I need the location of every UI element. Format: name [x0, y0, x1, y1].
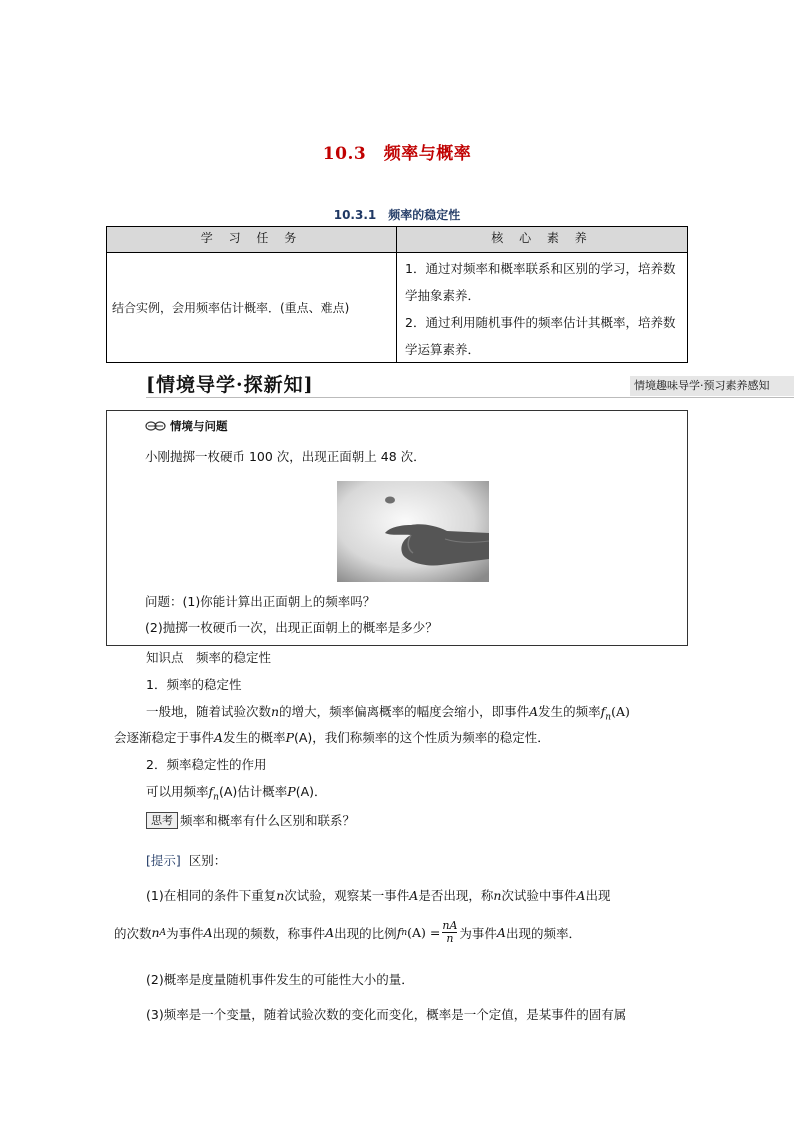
core-literacy-cell: [397, 253, 687, 362]
scenario-leaf-icon: [145, 420, 167, 432]
question-2: (2)抛掷一枚硬币一次，出现正面朝上的概率是多少？: [145, 620, 438, 635]
scenario-text: 小刚抛掷一枚硬币 100 次，出现正面朝上 48 次．: [145, 449, 426, 464]
hint-intro: 区别：: [188, 853, 227, 868]
hint-paragraph-2: (2)概率是度量随机事件发生的可能性大小的量．: [146, 972, 414, 987]
think-question: 频率和概率有什么区别和联系？: [180, 813, 356, 828]
learning-task-cell: [107, 253, 397, 362]
literacy-item-2: 2．通过利用随机事件的频率估计其概率，培养数学运算素养．: [405, 315, 676, 357]
hint-paragraph-3: (3)频率是一个变量，随着试验次数的变化而变化，概率是一个定值，是某事件的固有属: [146, 1007, 627, 1022]
header-core-literacy: 核 心 素 养: [397, 227, 687, 253]
page-title: 10.3 频率与概率: [322, 144, 472, 164]
objectives-table: [106, 226, 688, 363]
knowledge-point-title: 知识点 频率的稳定性: [146, 650, 272, 665]
hint-row: [146, 851, 226, 869]
knowledge-paragraph-1-line-2: 会逐渐稳定于事件A发生的概率P(A)，我们称频率的这个性质为频率的稳定性．: [114, 730, 550, 745]
hint-paragraph-1-line-1: (1)在相同的条件下重复n次试验，观察某一事件A是否出现，称n次试验中事件A出现: [146, 888, 611, 903]
section-divider: [146, 397, 794, 398]
knowledge-paragraph-1-line-1: 一般地，随着试验次数n的增大，频率偏离概率的幅度会缩小，即事件A发生的频率$f_n(A)$: [146, 704, 630, 723]
scenario-label-text: 情境与问题: [170, 419, 228, 433]
scenario-box: [106, 410, 688, 646]
section-subtitle: 10.3.1 频率的稳定性: [333, 208, 461, 222]
literacy-item-1: 1．通过对频率和概率联系和区别的学习，培养数学抽象素养．: [405, 261, 676, 303]
think-tag: 思考: [146, 812, 178, 829]
hint-label: [提示]: [146, 853, 181, 868]
scenario-label: [145, 418, 228, 434]
learning-task-text: 结合实例，会用频率估计概率．(重点、难点): [112, 301, 350, 315]
think-question-row: [146, 811, 355, 829]
question-1: 问题：(1)你能计算出正面朝上的频率吗？: [145, 594, 376, 609]
coin-toss-photo: [337, 481, 489, 582]
header-learning-task: 学 习 任 务: [107, 227, 397, 253]
hint-paragraph-1-line-2: 的次数 n A 为事件 A 出现的频数，称事件 A 出现的比例 f n (A) = $\frac{nA}{n}$ 为事件 A 出现的频率．: [114, 919, 581, 945]
knowledge-paragraph-2: 可以用频率$f_n(A)$估计概率P(A)．: [146, 784, 327, 803]
section-heading: [情境导学·探新知]: [146, 374, 314, 396]
knowledge-heading-2: 2．频率稳定性的作用: [146, 757, 267, 772]
knowledge-heading-1: 1．频率的稳定性: [146, 677, 242, 692]
frequency-fraction: $\frac{nA}{n}$: [442, 919, 458, 945]
section-tag: 情境趣味导学·预习素养感知: [630, 376, 794, 396]
